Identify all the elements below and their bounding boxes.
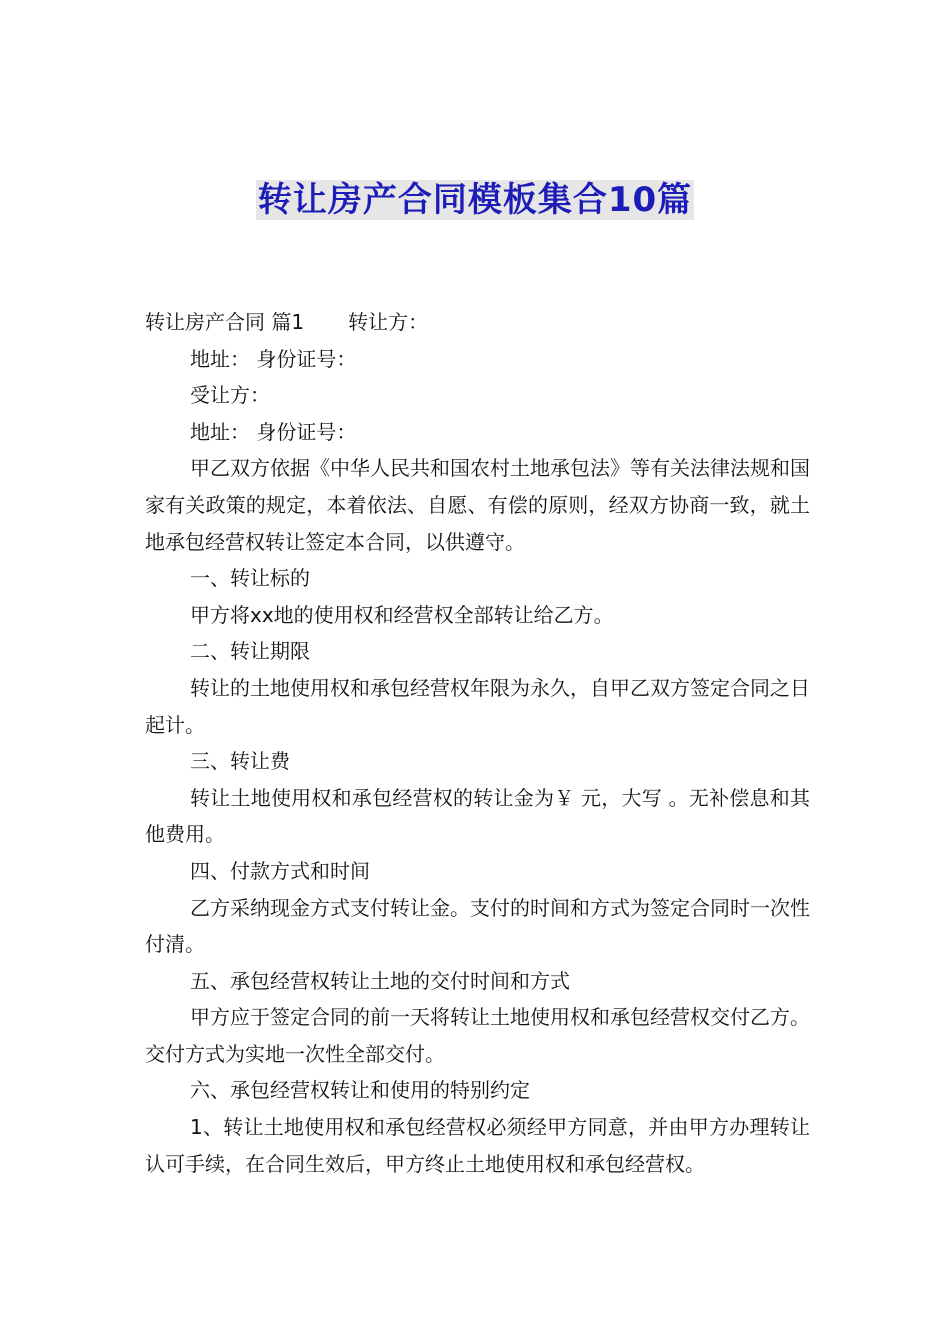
transferee-address: 地址： 身份证号： [190, 419, 357, 444]
transferor-address: 地址： 身份证号： [190, 346, 357, 371]
section-1-title: 一、转让标的 [190, 566, 310, 591]
section-5-text: 甲方应于签定合同的前一天将转让土地使用权和承包经营权交付乙方。交付方式为实地一次性全部交付。 [145, 1005, 810, 1066]
section-2-text: 转让的土地使用权和承包经营权年限为永久，自甲乙双方签定合同之日起计。 [145, 675, 810, 737]
transferor-label: 转让方： [348, 310, 429, 334]
section-4-title: 四、付款方式和时间 [190, 858, 370, 883]
section-6-title: 六、承包经营权转让和使用的特别约定 [190, 1078, 530, 1103]
section-3-text: 转让土地使用权和承包经营权的转让金为￥ 元，大写 。无补偿息和其他费用。 [145, 785, 810, 847]
section-4-text: 乙方采纳现金方式支付转让金。支付的时间和方式为签定合同时一次性付清。 [145, 895, 810, 957]
section-3-title: 三、转让费 [190, 749, 290, 774]
document-title-text: 转让房产合同模板集合10篇 [257, 180, 693, 220]
document-title [0, 176, 950, 224]
section-1-text: 甲方将xx地的使用权和经营权全部转让给乙方。 [190, 602, 614, 627]
transferee-label: 受让方： [190, 383, 270, 408]
contract-heading: 转让房产合同 篇1 [145, 310, 305, 334]
section-6-item-1: 1、转让土地使用权和承包经营权必须经甲方同意，并由甲方办理转让认可手续，在合同生效后，甲方终止土地使用权和承包经营权。 [145, 1115, 810, 1176]
intro-paragraph: 甲乙双方依据《中华人民共和国农村土地承包法》等有关法律法规和国家有关政策的规定，本着依法、自愿、有偿的原则，经双方协商一致，就土地承包经营权转让签定本合同，以供遵守。 [145, 456, 810, 554]
contract-heading-line [145, 304, 810, 341]
section-5-title: 五、承包经营权转让土地的交付时间和方式 [190, 968, 570, 993]
document-body [145, 304, 810, 1182]
section-2-title: 二、转让期限 [190, 639, 310, 664]
